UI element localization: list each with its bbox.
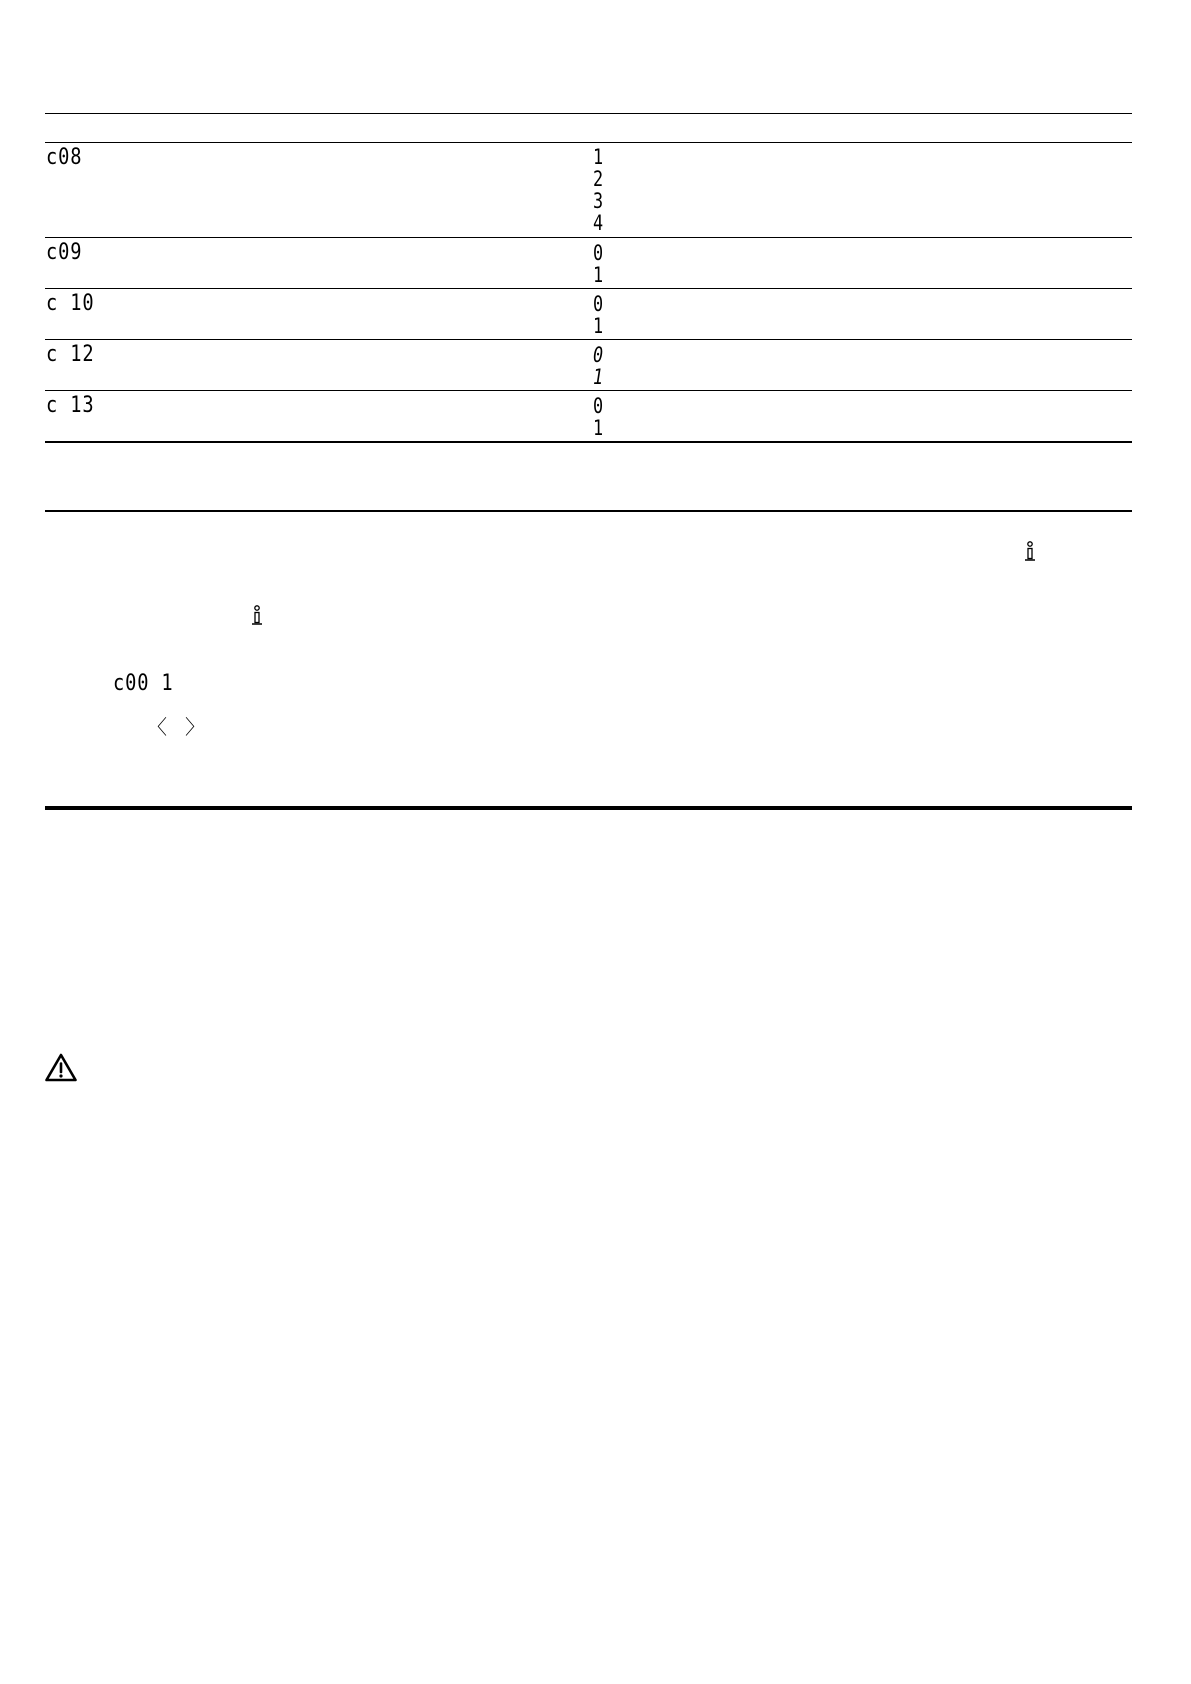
setting-code-c08: c08 [46,145,83,170]
row-divider [45,237,1132,238]
setting-value: 0 [593,241,604,265]
warning-triangle-icon [45,1053,77,1082]
info-icon [250,605,264,627]
table-top-rule [45,113,1132,114]
arrow-left-button[interactable]: 〈 [147,715,167,739]
setting-value: 1 [593,416,604,440]
row-divider [45,339,1132,340]
section-end-rule [45,806,1132,810]
setting-value: 3 [593,189,604,213]
row-divider [45,288,1132,289]
setting-code-c09: c09 [46,240,83,265]
setting-value: 1 [593,365,604,389]
display-code: c00 1 [113,671,174,696]
setting-value: 0 [593,394,604,418]
table-header-rule [45,142,1132,143]
setting-value: 0 [593,292,604,316]
setting-code-c13: c 13 [46,393,95,418]
info-icon [1023,541,1037,563]
setting-value: 1 [593,314,604,338]
arrow-right-button[interactable]: 〉 [185,715,205,739]
setting-value: 0 [593,343,604,367]
setting-value: 1 [593,263,604,287]
setting-value: 2 [593,167,604,191]
row-divider [45,390,1132,391]
section-rule [45,510,1132,512]
table-bottom-rule [45,441,1132,443]
setting-value: 4 [593,211,604,235]
setting-code-c12: c 12 [46,342,95,367]
setting-code-c10: c 10 [46,291,95,316]
setting-value: 1 [593,145,604,169]
